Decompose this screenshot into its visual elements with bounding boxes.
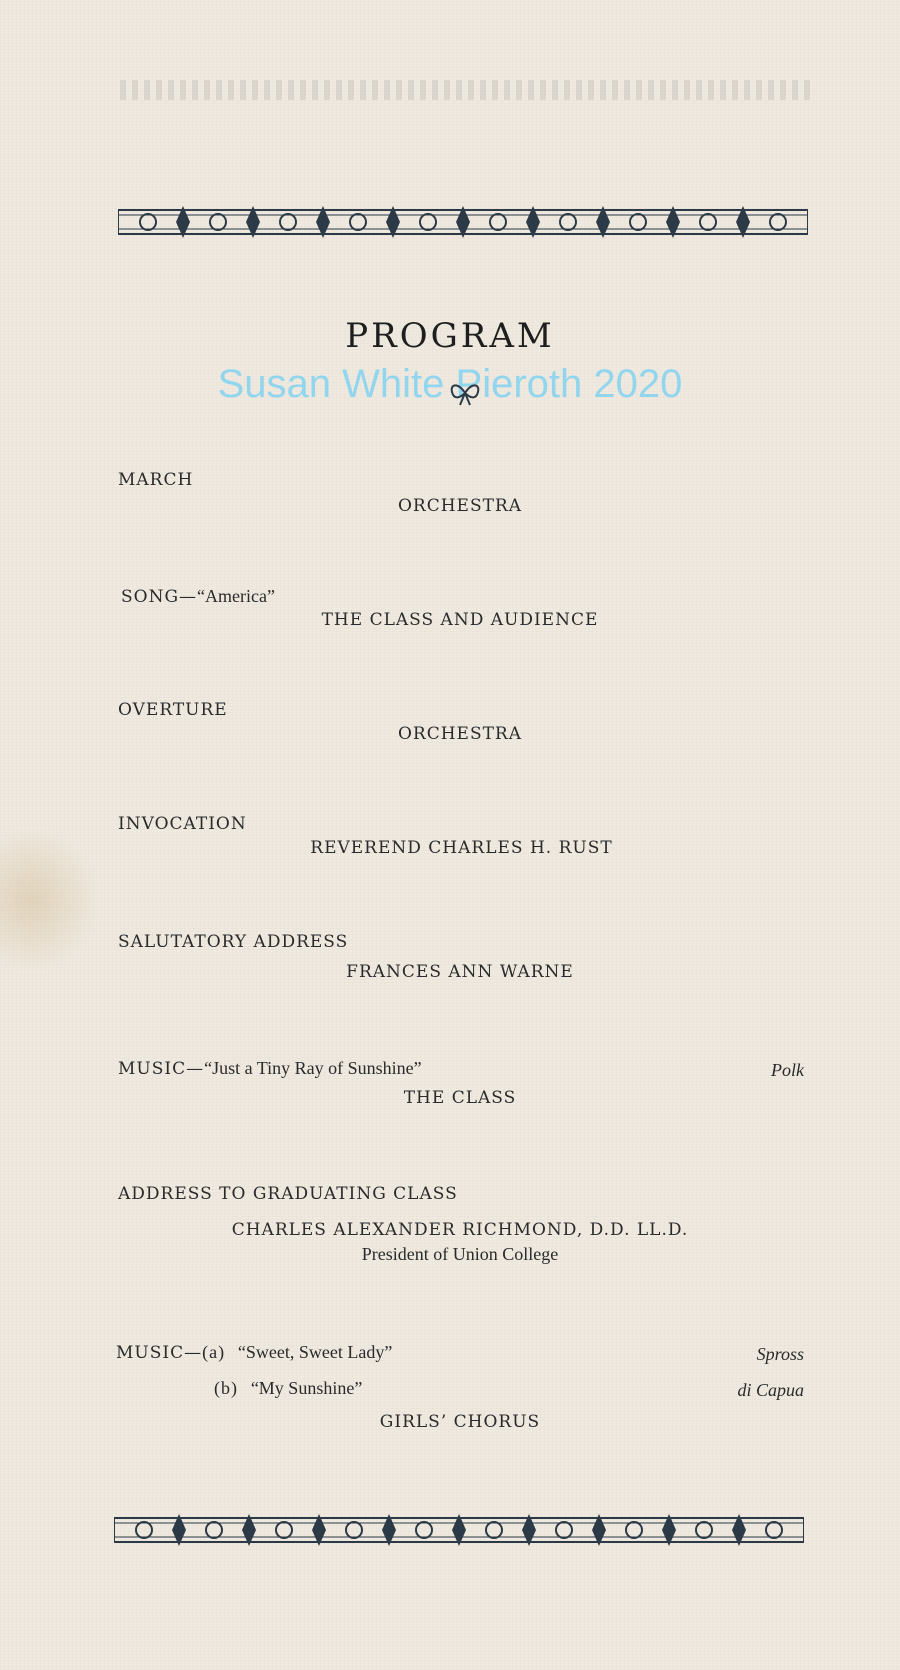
item-address-subtitle: President of Union College [361,1244,559,1264]
item-salutatory-performer: FRANCES ANN WARNE [346,962,574,982]
item-music-2-part-a-composer: Spross [756,1344,804,1364]
item-address-performer: CHARLES ALEXANDER RICHMOND, D.D. LL.D. [231,1220,689,1240]
item-invocation-label: INVOCATION [118,814,247,834]
item-song-title: “America” [197,586,275,606]
item-music-2-performer: GIRLS’ CHORUS [379,1412,541,1432]
bow-ornament-icon [448,380,482,406]
ornamental-border-top [118,204,808,240]
item-music-1-label [118,1058,422,1079]
item-address-label: ADDRESS TO GRADUATING CLASS [118,1184,458,1204]
item-music-1-composer: Polk [771,1060,804,1080]
item-music-1-kind: MUSIC— [118,1059,205,1079]
item-music-2-label [116,1342,392,1363]
ornamental-border-bottom [114,1512,804,1548]
item-overture-performer: ORCHESTRA [397,724,523,744]
item-music-2-kind: MUSIC— [116,1343,203,1363]
program-title: PROGRAM [345,316,555,356]
item-song-label [121,586,275,607]
bleed-through-text [120,80,810,100]
item-march-performer: ORCHESTRA [397,496,523,516]
item-music-2-part-a-marker: (a) [202,1342,226,1362]
item-invocation-performer: REVEREND CHARLES H. RUST [310,838,613,858]
item-music-2-part-b-marker: (b) [214,1378,238,1398]
watermark-text: Susan White Pieroth 2020 [217,362,683,406]
item-music-2-part-b-title: “My Sunshine” [250,1378,363,1398]
item-march-label: MARCH [118,470,194,490]
item-song-kind: SONG— [121,587,198,607]
item-music-2-part-b-composer: di Capua [737,1380,804,1400]
item-song-performer: THE CLASS AND AUDIENCE [321,610,599,630]
item-music-2-part-a-title: “Sweet, Sweet Lady” [237,1342,393,1362]
item-music-1-title: “Just a Tiny Ray of Sunshine” [204,1058,422,1078]
item-music-1-performer: THE CLASS [403,1088,517,1108]
item-salutatory-label: SALUTATORY ADDRESS [118,932,349,952]
item-overture-label: OVERTURE [118,700,228,720]
item-music-2-part-b [214,1378,362,1399]
